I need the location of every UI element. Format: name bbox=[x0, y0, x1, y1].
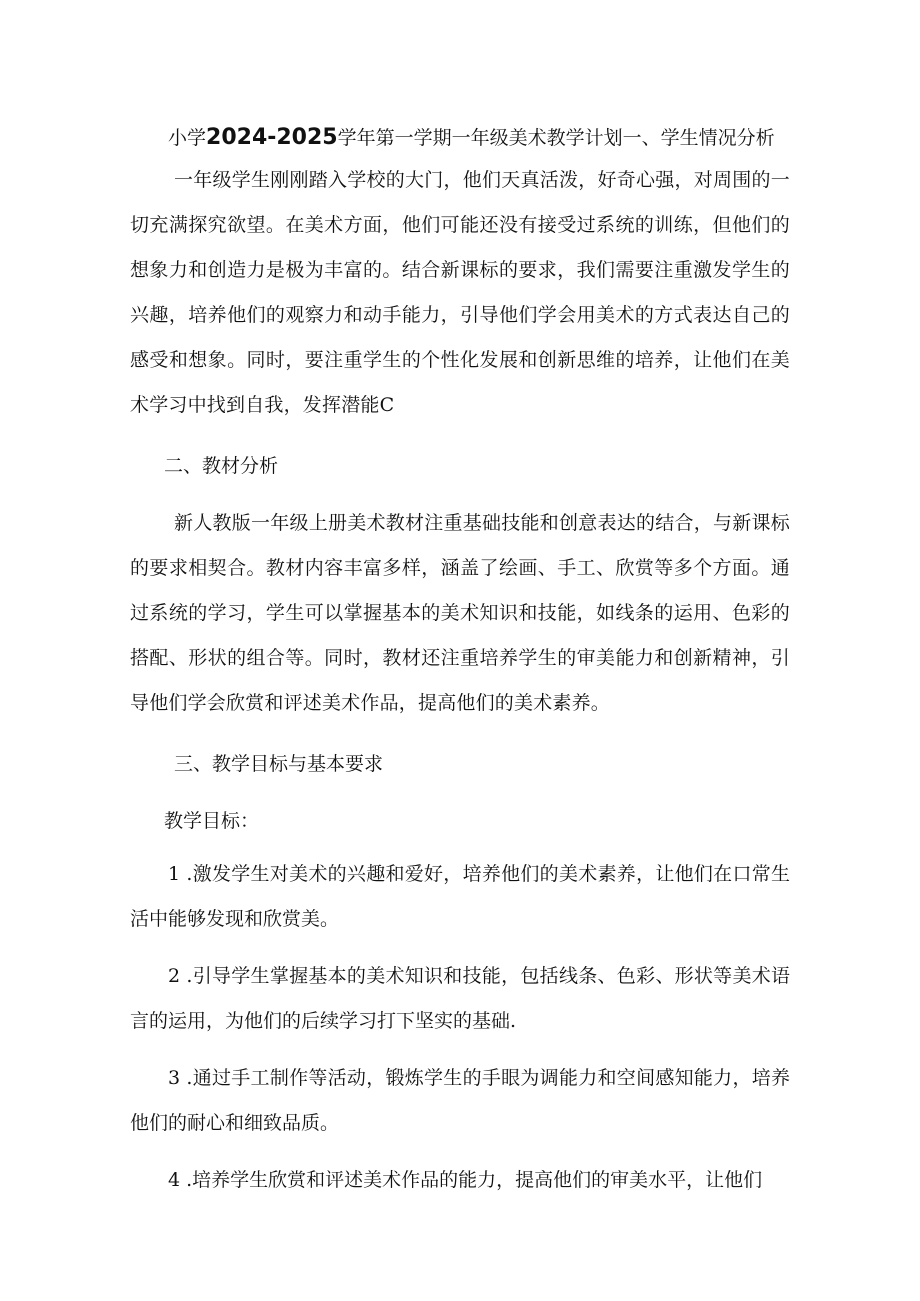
section3-heading: 三、教学目标与基本要求 bbox=[174, 753, 384, 775]
section1-paragraph: 一年级学生刚刚踏入学校的大门，他们天真活泼，好奇心强，对周围的一切充满探究欲望。在美术方面，他们可能还没有接受过系统的训练，但他们的想象力和创造力是极为丰富的。结合新课标的要求，我们需要注重激发学生的兴趣，培养他们的观察力和动手能力，引导他们学会用美术的方式表达自己的感受和想象。同时，要注重学生的个性化发展和创新思维的培养，让他们在美术学习中找到自我，发挥潜能C bbox=[130, 169, 790, 416]
section2-paragraph: 新人教版一年级上册美术教材注重基础技能和创意表达的结合，与新课标的要求相契合。教材内容丰富多样，涵盖了绘画、手工、欣赏等多个方面。通过系统的学习，学生可以掌握基本的美术知识和技能，如线条的运用、色彩的搭配、形状的组合等。同时，教材还注重培养学生的审美能力和创新精神，引导他们学会欣赏和评述美术作品，提高他们的美术素养。 bbox=[130, 512, 790, 714]
title-year: 2024-2025 bbox=[206, 125, 338, 150]
goal-item-1: 1 .激发学生对美术的兴趣和爱好，培养他们的美术素养，让他们在口常生活中能够发现和欣赏美。 bbox=[130, 863, 790, 930]
section2-heading: 二、教材分析 bbox=[164, 455, 279, 477]
goal-item-4: 4 .培养学生欣赏和评述美术作品的能力，提高他们的审美水平，让他们 bbox=[168, 1169, 763, 1191]
title-suffix: 学年第一学期一年级美术教学计划一、学生情况分析 bbox=[337, 127, 775, 149]
goals-label: 教学目标： bbox=[164, 810, 260, 832]
document-title bbox=[168, 118, 790, 158]
goal-item-3: 3 .通过手工制作等活动，锻炼学生的手眼为调能力和空间感知能力，培养他们的耐心和细致品质。 bbox=[130, 1067, 790, 1134]
document-body bbox=[130, 118, 790, 1215]
title-prefix: 小学 bbox=[168, 127, 207, 149]
goal-item-2: 2 .引导学生掌握基本的美术知识和技能，包括线条、色彩、形状等美术语言的运用，为他们的后续学习打下坚实的基础. bbox=[130, 965, 790, 1032]
